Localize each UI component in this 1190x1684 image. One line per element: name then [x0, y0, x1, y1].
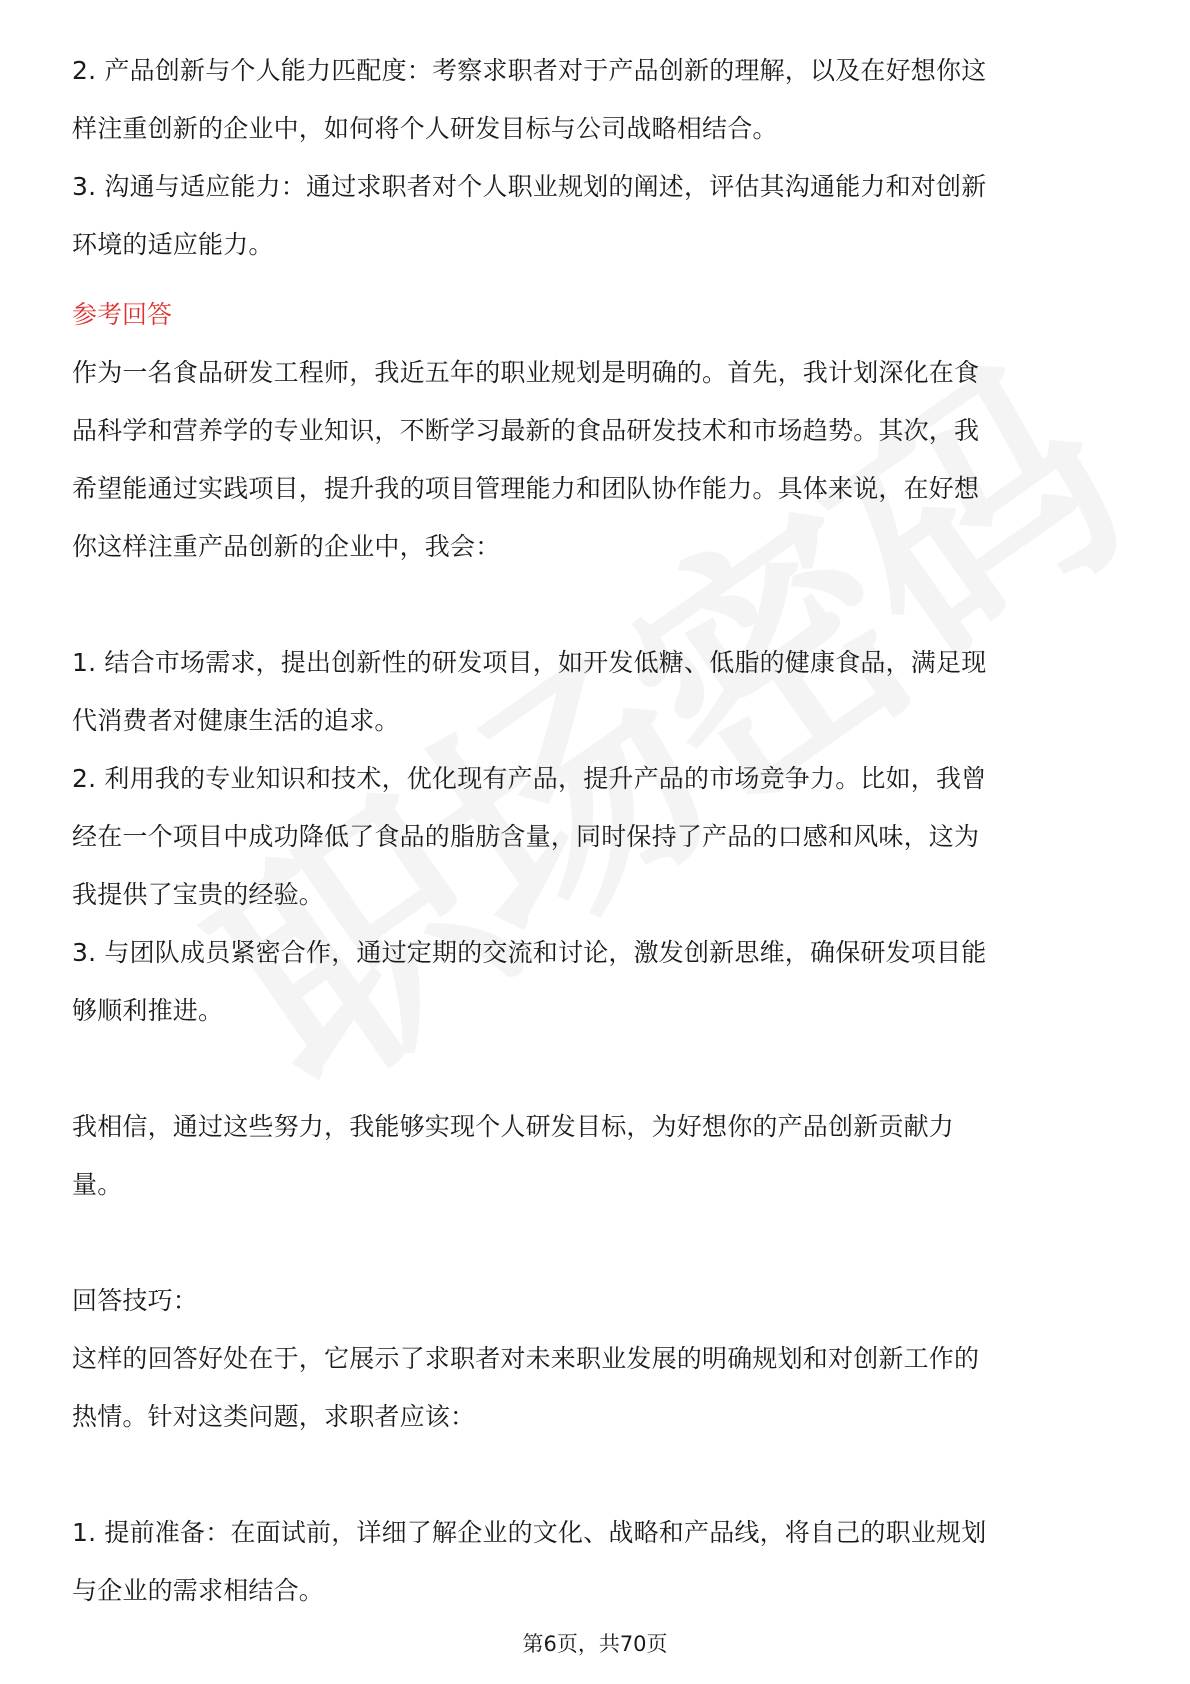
blank-line: [72, 1214, 1120, 1272]
text-line: 代消费者对健康生活的追求。: [72, 706, 400, 735]
closing-paragraph: [72, 1098, 1120, 1214]
text-line: 经在一个项目中成功降低了食品的脂肪含量，同时保持了产品的口感和风味，这为: [72, 822, 980, 851]
intro-points: [72, 42, 1120, 274]
text-line: 我提供了宝贵的经验。: [72, 880, 325, 909]
text-line: 量。: [72, 1170, 123, 1199]
text-line: 你这样注重产品创新的企业中，我会：: [72, 532, 501, 561]
text-line: 希望能通过实践项目，提升我的项目管理能力和团队协作能力。具体来说，在好想: [72, 474, 980, 503]
page-number-footer: 第6页，共70页: [522, 1632, 668, 1656]
text-line: 我相信，通过这些努力，我能够实现个人研发目标，为好想你的产品创新贡献力: [72, 1112, 955, 1141]
answer-points: [72, 634, 1120, 1040]
tips-heading: 回答技巧：: [72, 1286, 199, 1315]
text-line: 2. 利用我的专业知识和技术，优化现有产品，提升产品的市场竞争力。比如，我曾: [72, 764, 987, 793]
blank-line: [72, 576, 1120, 634]
blank-line: [72, 1040, 1120, 1098]
tips-points: [72, 1504, 1120, 1620]
answer-paragraph: [72, 344, 1120, 576]
text-line: 品科学和营养学的专业知识，不断学习最新的食品研发技术和市场趋势。其次，我: [72, 416, 980, 445]
blank-line: [72, 1446, 1120, 1504]
text-line: 3. 沟通与适应能力：通过求职者对个人职业规划的阐述，评估其沟通能力和对创新: [72, 172, 987, 201]
text-line: 环境的适应能力。: [72, 230, 274, 259]
text-line: 够顺利推进。: [72, 996, 224, 1025]
text-line: 作为一名食品研发工程师，我近五年的职业规划是明确的。首先，我计划深化在食: [72, 358, 980, 387]
reference-answer-heading: 参考回答: [72, 300, 173, 329]
page-content: [72, 42, 1120, 1620]
text-line: 2. 产品创新与个人能力匹配度：考察求职者对于产品创新的理解，以及在好想你这: [72, 56, 987, 85]
text-line: 热情。针对这类问题，求职者应该：: [72, 1402, 476, 1431]
text-line: 3. 与团队成员紧密合作，通过定期的交流和讨论，激发创新思维，确保研发项目能: [72, 938, 987, 967]
text-line: 样注重创新的企业中，如何将个人研发目标与公司战略相结合。: [72, 114, 778, 143]
text-line: 这样的回答好处在于，它展示了求职者对未来职业发展的明确规划和对创新工作的: [72, 1344, 980, 1373]
text-line: 1. 提前准备：在面试前，详细了解企业的文化、战略和产品线，将自己的职业规划: [72, 1518, 987, 1547]
tips-paragraph: [72, 1330, 1120, 1446]
text-line: 1. 结合市场需求，提出创新性的研发项目，如开发低糖、低脂的健康食品，满足现: [72, 648, 987, 677]
text-line: 与企业的需求相结合。: [72, 1576, 325, 1605]
